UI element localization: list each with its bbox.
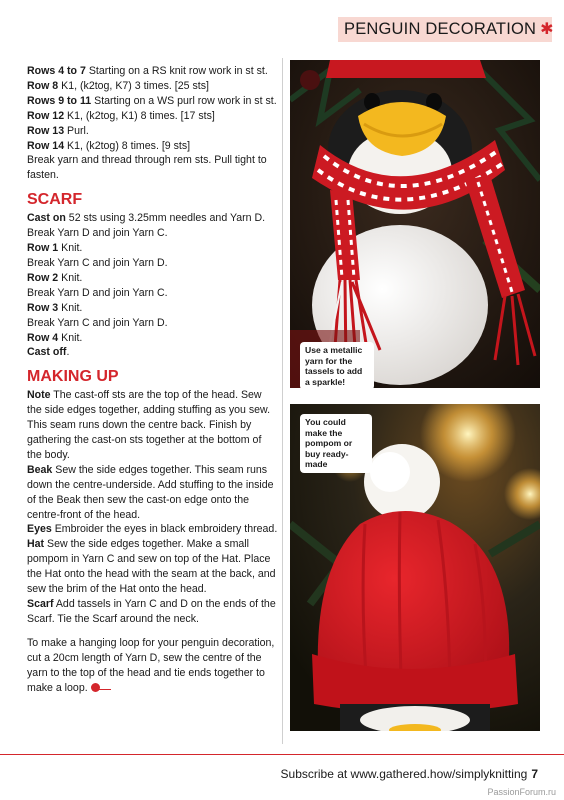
page-footer	[281, 767, 538, 781]
pattern-row: Row 8 K1, (k2tog, K7) 3 times. [25 sts]	[27, 79, 209, 92]
pattern-line: Break Yarn D and join Yarn C.	[27, 286, 168, 299]
pattern-finish: Break yarn and thread through rem sts. Pull tight to fasten.	[27, 154, 267, 182]
scarf-heading: SCARF	[27, 191, 83, 209]
penguin-scarf-illustration	[290, 60, 540, 388]
instruction-paragraph: Beak Sew the side edges together. This seam runs down the centre-underside. Add stuffing to the inside of the Beak then sew the cast-on edge onto the centre-front of the head.	[27, 463, 274, 521]
instruction-paragraph: Note The cast-off sts are the top of the head. Sew the side edges together, adding stuffing as you sew. This seam runs down the centre back. Finish by gathering the cast-on sts together at the bottom of the body.	[27, 389, 271, 461]
column-divider	[282, 58, 283, 744]
footer-divider	[0, 754, 564, 755]
pattern-row: Rows 9 to 11 Starting on a WS purl row work in st st.	[27, 94, 277, 107]
subscribe-link[interactable]: Subscribe at www.gathered.how/simplyknitting	[280, 767, 528, 781]
instruction-paragraph: Eyes Embroider the eyes in black embroidery thread.	[27, 523, 278, 536]
pattern-row: Row 2 Knit.	[27, 271, 83, 284]
pattern-row: Rows 4 to 7 Starting on a RS knit row work in st st.	[27, 65, 268, 77]
tip-callout-pompom: You could make the pompom or buy ready-made	[300, 414, 372, 473]
pattern-line: Break Yarn C and join Yarn D.	[27, 256, 168, 269]
page-number: 7	[531, 767, 538, 781]
pattern-row: Row 13 Purl.	[27, 124, 89, 137]
spacer	[27, 627, 279, 636]
hanging-loop-paragraph: To make a hanging loop for your penguin decoration, cut a 20cm length of Yarn D, sew the centre of the yarn to the top of the head and tie ends together to make a loop.	[27, 636, 275, 694]
pattern-row: Cast on 52 sts using 3.25mm needles and Yarn D.	[27, 212, 266, 225]
tip-callout-metallic-yarn: Use a metallic yarn for the tassels to add a sparkle!	[300, 342, 374, 390]
pattern-row: Row 1 Knit.	[27, 242, 83, 255]
section-header-tab	[338, 17, 552, 42]
pattern-line: Break Yarn D and join Yarn C.	[27, 227, 168, 240]
pattern-row: Row 3 Knit.	[27, 301, 83, 314]
pattern-text-column	[27, 64, 279, 695]
watermark: PassionForum.ru	[487, 787, 556, 797]
instruction-paragraph: Hat Sew the side edges together. Make a small pompom in Yarn C and sew on top of the Hat. Place the Hat onto the head with the seam at the back, and sew the brim of the Hat onto the head.	[27, 538, 276, 596]
yarn-ball-icon	[91, 683, 100, 692]
star-icon: ✱	[540, 20, 554, 38]
pattern-row: Cast off.	[27, 346, 70, 359]
pattern-line: Break Yarn C and join Yarn D.	[27, 316, 168, 329]
pattern-row: Row 14 K1, (k2tog) 8 times. [9 sts]	[27, 139, 191, 152]
instruction-paragraph: Scarf Add tassels in Yarn C and D on the ends of the Scarf. Tie the Scarf around the neck.	[27, 598, 276, 625]
penguin-scarf-photo	[290, 60, 540, 388]
pattern-row: Row 4 Knit.	[27, 331, 83, 344]
pattern-row: Row 12 K1, (k2tog, K1) 8 times. [17 sts]	[27, 109, 215, 122]
making-up-heading: MAKING UP	[27, 368, 119, 386]
section-title: PENGUIN DECORATION	[344, 20, 537, 38]
